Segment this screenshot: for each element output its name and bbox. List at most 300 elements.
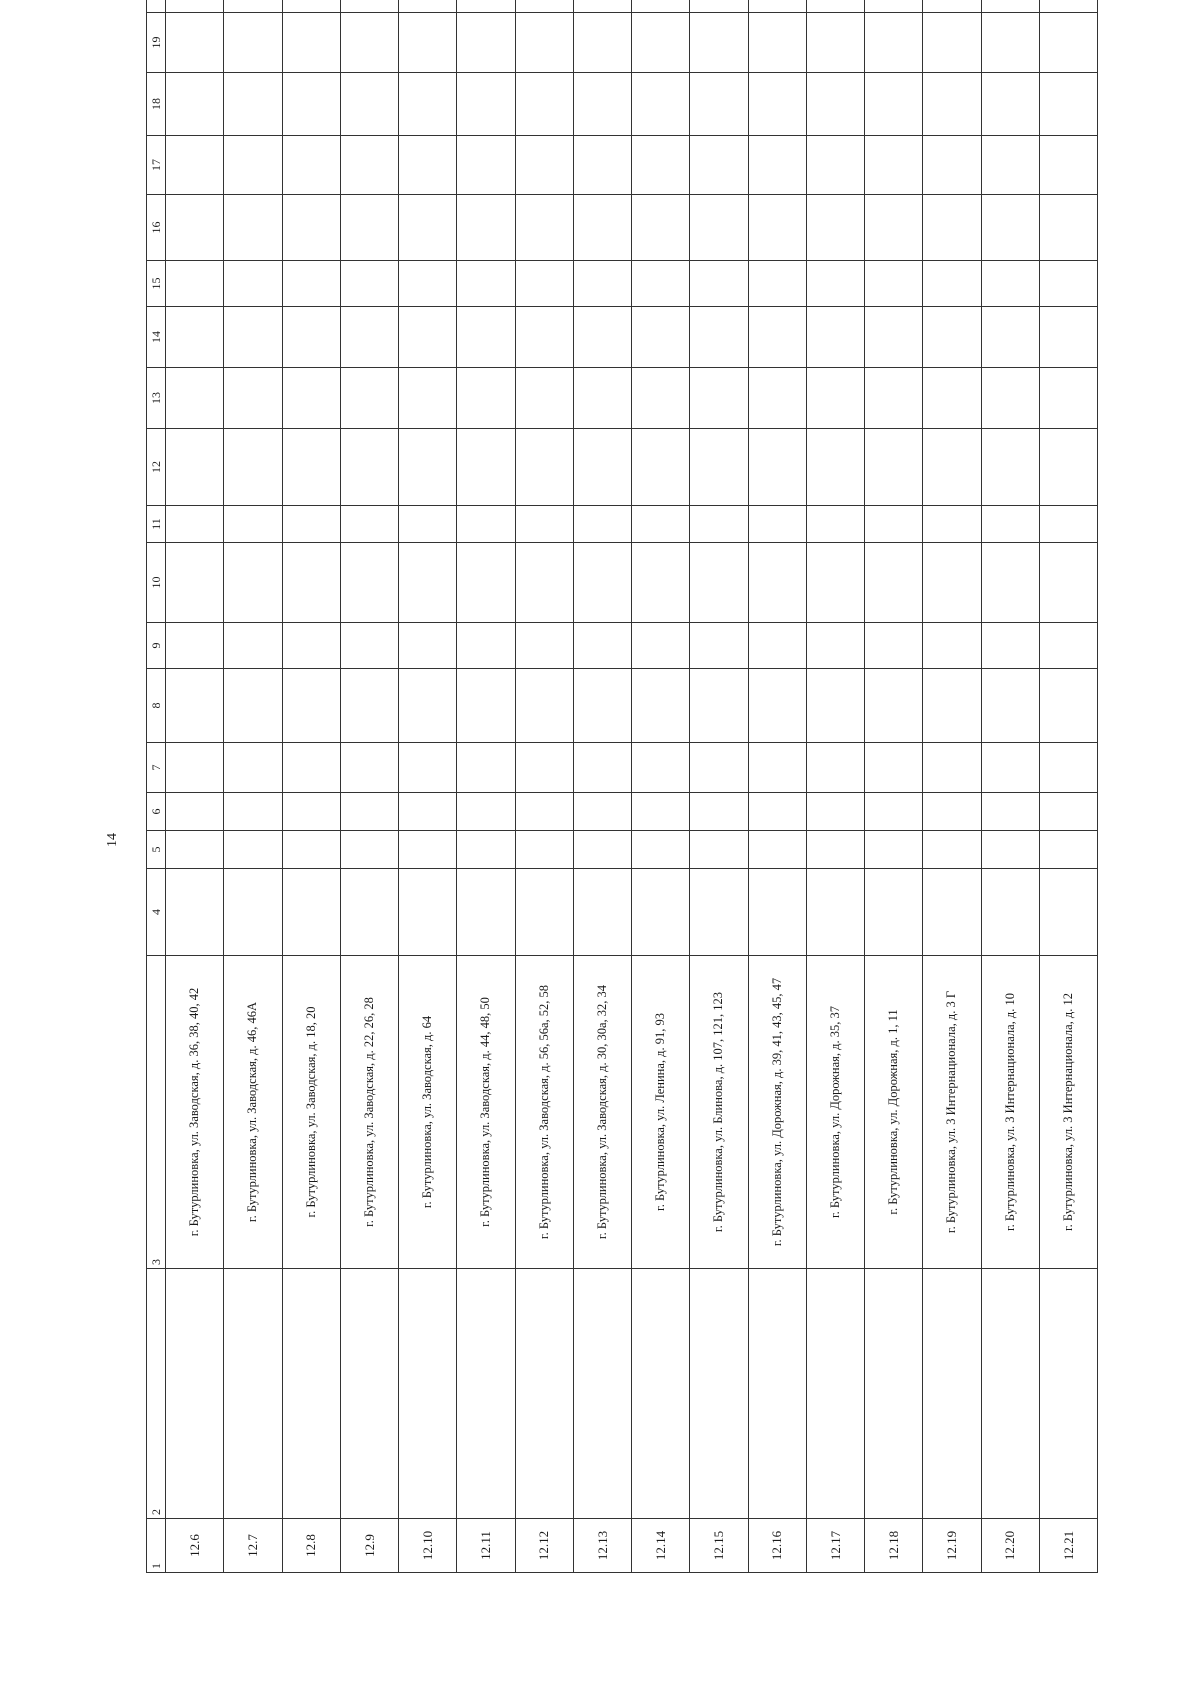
column-header-9: 9	[147, 623, 166, 669]
empty-cell	[923, 543, 981, 623]
empty-cell	[515, 793, 573, 831]
header-row	[147, 0, 166, 1573]
empty-cell	[1039, 136, 1097, 195]
empty-cell	[457, 543, 515, 623]
empty-cell	[515, 0, 573, 13]
empty-cell	[457, 623, 515, 669]
empty-cell	[981, 307, 1039, 368]
empty-cell	[399, 869, 457, 956]
table-row	[748, 0, 806, 1573]
empty-cell	[282, 73, 340, 136]
empty-cell	[632, 669, 690, 743]
empty-cell	[573, 368, 631, 429]
empty-cell	[806, 195, 864, 261]
empty-cell	[282, 13, 340, 73]
empty-cell	[865, 1269, 923, 1519]
empty-cell	[224, 623, 282, 669]
empty-cell	[166, 429, 224, 506]
address-cell: г. Бутурлиновка, ул. Блинова, д. 107, 121, 123	[690, 956, 748, 1269]
empty-cell	[340, 195, 398, 261]
empty-cell	[224, 13, 282, 73]
empty-cell	[340, 793, 398, 831]
empty-cell	[573, 831, 631, 869]
empty-cell	[690, 0, 748, 13]
empty-cell	[748, 261, 806, 307]
row-number-cell: 12.13	[573, 1519, 631, 1573]
empty-cell	[282, 136, 340, 195]
empty-cell	[340, 623, 398, 669]
column-header-7: 7	[147, 743, 166, 793]
empty-cell	[865, 743, 923, 793]
rotated-table-container	[146, 25, 1098, 1573]
address-cell: г. Бутурлиновка, ул. Дорожная, д. 39, 41, 43, 45, 47	[748, 956, 806, 1269]
empty-cell	[340, 869, 398, 956]
empty-cell	[399, 743, 457, 793]
empty-cell	[166, 743, 224, 793]
empty-cell	[515, 429, 573, 506]
table-row	[224, 0, 282, 1573]
row-number-cell: 12.15	[690, 1519, 748, 1573]
empty-cell	[923, 869, 981, 956]
empty-cell	[632, 793, 690, 831]
empty-cell	[515, 195, 573, 261]
table-row	[923, 0, 981, 1573]
empty-cell	[399, 195, 457, 261]
empty-cell	[923, 429, 981, 506]
empty-cell	[981, 1269, 1039, 1519]
row-number-cell: 12.12	[515, 1519, 573, 1573]
empty-cell	[224, 831, 282, 869]
empty-cell	[981, 13, 1039, 73]
empty-cell	[632, 743, 690, 793]
empty-cell	[399, 543, 457, 623]
empty-cell	[457, 831, 515, 869]
empty-cell	[632, 506, 690, 543]
empty-cell	[399, 831, 457, 869]
empty-cell	[282, 869, 340, 956]
empty-cell	[923, 368, 981, 429]
empty-cell	[282, 1269, 340, 1519]
empty-cell	[340, 1269, 398, 1519]
empty-cell	[1039, 73, 1097, 136]
address-cell: г. Бутурлиновка, ул. Заводская, д. 18, 20	[282, 956, 340, 1269]
empty-cell	[923, 506, 981, 543]
empty-cell	[282, 793, 340, 831]
empty-cell	[515, 743, 573, 793]
empty-cell	[515, 261, 573, 307]
empty-cell	[632, 73, 690, 136]
column-header-3: 3	[147, 956, 166, 1269]
column-header-5: 5	[147, 831, 166, 869]
empty-cell	[865, 623, 923, 669]
empty-cell	[224, 869, 282, 956]
empty-cell	[748, 195, 806, 261]
empty-cell	[515, 869, 573, 956]
column-header-13: 13	[147, 368, 166, 429]
row-number-cell: 12.20	[981, 1519, 1039, 1573]
empty-cell	[515, 307, 573, 368]
empty-cell	[748, 368, 806, 429]
empty-cell	[166, 368, 224, 429]
empty-cell	[573, 195, 631, 261]
empty-cell	[806, 869, 864, 956]
empty-cell	[690, 1269, 748, 1519]
empty-cell	[282, 831, 340, 869]
empty-cell	[224, 368, 282, 429]
empty-cell	[748, 307, 806, 368]
empty-cell	[981, 73, 1039, 136]
row-number-cell: 12.8	[282, 1519, 340, 1573]
table-body	[166, 0, 1098, 1573]
empty-cell	[166, 13, 224, 73]
empty-cell	[981, 831, 1039, 869]
empty-cell	[573, 429, 631, 506]
empty-cell	[457, 307, 515, 368]
empty-cell	[573, 0, 631, 13]
empty-cell	[1039, 543, 1097, 623]
empty-cell	[923, 793, 981, 831]
empty-cell	[806, 793, 864, 831]
empty-cell	[573, 543, 631, 623]
column-header-1: 1	[147, 1519, 166, 1573]
row-number-cell: 12.19	[923, 1519, 981, 1573]
empty-cell	[748, 793, 806, 831]
column-header-6: 6	[147, 793, 166, 831]
empty-cell	[1039, 195, 1097, 261]
empty-cell	[282, 429, 340, 506]
column-header-16: 16	[147, 195, 166, 261]
address-cell: г. Бутурлиновка, ул. Заводская, д. 36, 38, 40, 42	[166, 956, 224, 1269]
empty-cell	[166, 1269, 224, 1519]
empty-cell	[515, 1269, 573, 1519]
empty-cell	[573, 13, 631, 73]
empty-cell	[282, 506, 340, 543]
table-header	[147, 0, 166, 1573]
empty-cell	[865, 368, 923, 429]
empty-cell	[457, 136, 515, 195]
empty-cell	[1039, 743, 1097, 793]
empty-cell	[806, 743, 864, 793]
empty-cell	[806, 669, 864, 743]
empty-cell	[166, 0, 224, 13]
column-header-19: 19	[147, 13, 166, 73]
empty-cell	[399, 1269, 457, 1519]
row-number-cell: 12.6	[166, 1519, 224, 1573]
address-cell: г. Бутурлиновка, ул. Заводская, д. 64	[399, 956, 457, 1269]
empty-cell	[1039, 13, 1097, 73]
empty-cell	[632, 368, 690, 429]
empty-cell	[981, 669, 1039, 743]
empty-cell	[457, 793, 515, 831]
empty-cell	[923, 623, 981, 669]
empty-cell	[340, 669, 398, 743]
empty-cell	[573, 261, 631, 307]
empty-cell	[573, 623, 631, 669]
empty-cell	[457, 1269, 515, 1519]
empty-cell	[981, 793, 1039, 831]
empty-cell	[632, 136, 690, 195]
empty-cell	[282, 623, 340, 669]
address-cell: г. Бутурлиновка, ул. 3 Интернационала, д. 3 Г	[923, 956, 981, 1269]
empty-cell	[224, 793, 282, 831]
empty-cell	[340, 0, 398, 13]
empty-cell	[399, 261, 457, 307]
empty-cell	[690, 13, 748, 73]
empty-cell	[224, 1269, 282, 1519]
empty-cell	[282, 261, 340, 307]
empty-cell	[340, 261, 398, 307]
empty-cell	[748, 831, 806, 869]
column-header-15: 15	[147, 261, 166, 307]
empty-cell	[690, 73, 748, 136]
empty-cell	[865, 543, 923, 623]
empty-cell	[515, 506, 573, 543]
empty-cell	[632, 429, 690, 506]
empty-cell	[865, 13, 923, 73]
empty-cell	[399, 0, 457, 13]
row-number-cell: 12.18	[865, 1519, 923, 1573]
empty-cell	[282, 307, 340, 368]
empty-cell	[632, 869, 690, 956]
empty-cell	[457, 195, 515, 261]
empty-cell	[515, 831, 573, 869]
address-cell: г. Бутурлиновка, ул. Заводская, д. 44, 48, 50	[457, 956, 515, 1269]
column-header-10: 10	[147, 543, 166, 623]
table-row	[690, 0, 748, 1573]
empty-cell	[690, 743, 748, 793]
empty-cell	[224, 195, 282, 261]
empty-cell	[1039, 368, 1097, 429]
empty-cell	[923, 1269, 981, 1519]
address-cell: г. Бутурлиновка, ул. Дорожная, д. 1, 11	[865, 956, 923, 1269]
empty-cell	[1039, 831, 1097, 869]
empty-cell	[1039, 261, 1097, 307]
row-number-cell: 12.10	[399, 1519, 457, 1573]
empty-cell	[224, 136, 282, 195]
empty-cell	[806, 0, 864, 13]
empty-cell	[573, 743, 631, 793]
empty-cell	[748, 506, 806, 543]
empty-cell	[573, 506, 631, 543]
table-row	[865, 0, 923, 1573]
row-number-cell: 12.21	[1039, 1519, 1097, 1573]
empty-cell	[748, 669, 806, 743]
empty-cell	[457, 743, 515, 793]
column-header-2: 2	[147, 1269, 166, 1519]
empty-cell	[748, 869, 806, 956]
table-row	[1039, 0, 1097, 1573]
column-header-12: 12	[147, 429, 166, 506]
empty-cell	[981, 136, 1039, 195]
empty-cell	[1039, 506, 1097, 543]
empty-cell	[166, 506, 224, 543]
empty-cell	[166, 543, 224, 623]
empty-cell	[806, 429, 864, 506]
empty-cell	[690, 429, 748, 506]
empty-cell	[806, 307, 864, 368]
empty-cell	[166, 73, 224, 136]
empty-cell	[981, 261, 1039, 307]
empty-cell	[340, 13, 398, 73]
empty-cell	[340, 543, 398, 623]
empty-cell	[224, 261, 282, 307]
empty-cell	[923, 669, 981, 743]
empty-cell	[690, 307, 748, 368]
empty-cell	[865, 261, 923, 307]
empty-cell	[573, 1269, 631, 1519]
empty-cell	[981, 429, 1039, 506]
empty-cell	[981, 0, 1039, 13]
empty-cell	[632, 307, 690, 368]
empty-cell	[632, 1269, 690, 1519]
empty-cell	[632, 195, 690, 261]
table-row	[632, 0, 690, 1573]
empty-cell	[399, 506, 457, 543]
empty-cell	[806, 506, 864, 543]
empty-cell	[573, 136, 631, 195]
table-row	[806, 0, 864, 1573]
empty-cell	[282, 543, 340, 623]
empty-cell	[690, 669, 748, 743]
empty-cell	[748, 743, 806, 793]
empty-cell	[399, 429, 457, 506]
address-cell: г. Бутурлиновка, ул. Заводская, д. 30, 30а, 32, 34	[573, 956, 631, 1269]
empty-cell	[632, 831, 690, 869]
empty-cell	[1039, 429, 1097, 506]
empty-cell	[1039, 869, 1097, 956]
empty-cell	[166, 623, 224, 669]
empty-cell	[340, 73, 398, 136]
empty-cell	[981, 506, 1039, 543]
empty-cell	[981, 869, 1039, 956]
empty-cell	[166, 195, 224, 261]
column-header-14: 14	[147, 307, 166, 368]
empty-cell	[1039, 623, 1097, 669]
empty-cell	[865, 793, 923, 831]
empty-cell	[632, 261, 690, 307]
empty-cell	[457, 368, 515, 429]
empty-cell	[457, 669, 515, 743]
empty-cell	[923, 0, 981, 13]
empty-cell	[923, 743, 981, 793]
empty-cell	[806, 73, 864, 136]
empty-cell	[282, 195, 340, 261]
empty-cell	[981, 543, 1039, 623]
table-row	[399, 0, 457, 1573]
empty-cell	[573, 669, 631, 743]
empty-cell	[748, 623, 806, 669]
table-row	[457, 0, 515, 1573]
empty-cell	[748, 136, 806, 195]
empty-cell	[457, 13, 515, 73]
address-cell: г. Бутурлиновка, ул. Дорожная, д. 35, 37	[806, 956, 864, 1269]
row-number-cell: 12.16	[748, 1519, 806, 1573]
empty-cell	[166, 793, 224, 831]
empty-cell	[340, 136, 398, 195]
empty-cell	[748, 13, 806, 73]
empty-cell	[515, 73, 573, 136]
address-cell: г. Бутурлиновка, ул. 3 Интернационала, д. 10	[981, 956, 1039, 1269]
empty-cell	[923, 13, 981, 73]
empty-cell	[166, 307, 224, 368]
empty-cell	[865, 73, 923, 136]
empty-cell	[515, 623, 573, 669]
row-number-cell: 12.14	[632, 1519, 690, 1573]
empty-cell	[399, 136, 457, 195]
empty-cell	[1039, 307, 1097, 368]
empty-cell	[806, 261, 864, 307]
row-number-cell: 12.9	[340, 1519, 398, 1573]
empty-cell	[865, 831, 923, 869]
empty-cell	[399, 793, 457, 831]
empty-cell	[515, 543, 573, 623]
empty-cell	[690, 623, 748, 669]
empty-cell	[632, 0, 690, 13]
column-header-8: 8	[147, 669, 166, 743]
empty-cell	[1039, 669, 1097, 743]
empty-cell	[224, 743, 282, 793]
empty-cell	[457, 73, 515, 136]
column-header-20	[147, 0, 166, 13]
table-row	[282, 0, 340, 1573]
empty-cell	[690, 195, 748, 261]
table-row	[515, 0, 573, 1573]
empty-cell	[224, 506, 282, 543]
empty-cell	[981, 195, 1039, 261]
empty-cell	[340, 506, 398, 543]
empty-cell	[865, 506, 923, 543]
empty-cell	[632, 623, 690, 669]
column-header-4: 4	[147, 869, 166, 956]
empty-cell	[340, 368, 398, 429]
empty-cell	[923, 831, 981, 869]
empty-cell	[865, 669, 923, 743]
empty-cell	[224, 429, 282, 506]
empty-cell	[806, 13, 864, 73]
empty-cell	[166, 136, 224, 195]
table-row	[981, 0, 1039, 1573]
empty-cell	[748, 1269, 806, 1519]
empty-cell	[340, 743, 398, 793]
empty-cell	[282, 368, 340, 429]
row-number-cell: 12.7	[224, 1519, 282, 1573]
empty-cell	[690, 793, 748, 831]
empty-cell	[865, 136, 923, 195]
empty-cell	[166, 831, 224, 869]
empty-cell	[865, 307, 923, 368]
empty-cell	[690, 261, 748, 307]
empty-cell	[573, 869, 631, 956]
empty-cell	[981, 743, 1039, 793]
column-header-11: 11	[147, 506, 166, 543]
empty-cell	[457, 261, 515, 307]
empty-cell	[1039, 793, 1097, 831]
empty-cell	[923, 195, 981, 261]
empty-cell	[632, 543, 690, 623]
empty-cell	[457, 869, 515, 956]
address-cell: г. Бутурлиновка, ул. Заводская, д. 56, 56а, 52, 58	[515, 956, 573, 1269]
empty-cell	[748, 429, 806, 506]
empty-cell	[690, 368, 748, 429]
empty-cell	[399, 669, 457, 743]
empty-cell	[923, 261, 981, 307]
empty-cell	[573, 793, 631, 831]
address-cell: г. Бутурлиновка, ул. Заводская, д. 46, 46А	[224, 956, 282, 1269]
empty-cell	[224, 73, 282, 136]
empty-cell	[1039, 0, 1097, 13]
empty-cell	[515, 136, 573, 195]
table-row	[166, 0, 224, 1573]
